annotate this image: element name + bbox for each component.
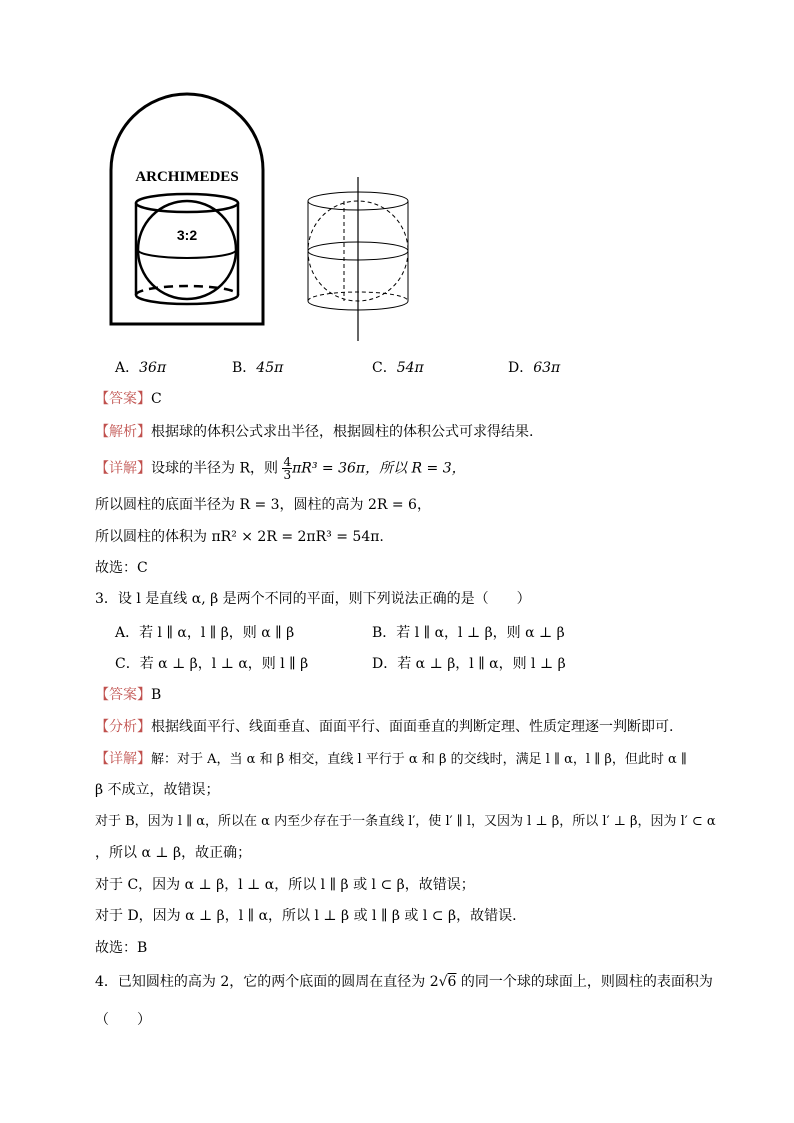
cylinder-top: [136, 194, 238, 212]
q3-detail-6: 对于 D，因为 α ⊥ β，l ∥ α，所以 l ⊥ β 或 l ∥ β 或 l ⊂ β，故错误.: [95, 908, 517, 924]
sphere: [138, 201, 236, 299]
q3-stem: 3．设 l 是直线 α, β 是两个不同的平面，则下列说法正确的是（ ）: [95, 591, 531, 607]
q3-detail-3: 对于 B，因为 l ∥ α，所以在 α 内至少存在于一条直线 l′，使 l′ ∥ l，又因为 l ⊥ β，所以 l′ ⊥ β，因为 l′ ⊂ α: [95, 814, 716, 829]
q3-option-b: B．若 l ∥ α，l ⊥ β，则 α ⊥ β: [372, 625, 565, 641]
archimedes-tombstone-figure: [105, 90, 270, 330]
fraction-four-thirds: $\frac{4}{3}$: [283, 455, 292, 482]
tombstone-outline: [111, 94, 263, 324]
q2-answer: 【答案】C: [95, 391, 162, 407]
q2-choice: 故选：C: [95, 560, 148, 576]
q3-analysis: 【分析】根据线面平行、线面垂直、面面平行、面面垂直的判断定理、性质定理逐一判断即可.: [95, 719, 674, 735]
sphere-equator: [138, 250, 236, 258]
q3-option-a: A．若 l ∥ α，l ∥ β，则 α ∥ β: [115, 625, 295, 641]
q2-option-b: B．45π: [232, 360, 284, 376]
q3-detail-2: β 不成立，故错误；: [95, 782, 220, 798]
q2-option-a: A．36π: [115, 360, 167, 376]
q2-detail-3: 所以圆柱的体积为 πR² × 2R = 2πR³ = 54π.: [95, 529, 384, 545]
q3-detail-1: 【详解】解：对于 A，当 α 和 β 相交，直线 l 平行于 α 和 β 的交线时，满足 l ∥ α，l ∥ β，但此时 α ∥: [95, 751, 687, 767]
q2-detail-1: 【详解】设球的半径为 R，则 $\frac{4}{3}$ πR³ = 36π，所以 R = 3，: [95, 455, 466, 482]
cylinder-sphere-figure: [300, 175, 420, 345]
cylinder-bottom-back: [136, 286, 238, 295]
q2-detail-2: 所以圆柱的底面半径为 R = 3，圆柱的高为 2R = 6，: [95, 497, 431, 513]
q4-stem: 4．已知圆柱的高为 2，它的两个底面的圆周在直径为 2√6 的同一个球的球面上，则圆柱的表面积为: [95, 974, 713, 990]
q3-option-c: C．若 α ⊥ β，l ⊥ α，则 l ∥ β: [115, 656, 309, 672]
q4-stem-continued: （ ）: [95, 1012, 151, 1028]
q2-analysis: 【解析】根据球的体积公式求出半径，根据圆柱的体积公式可求得结果.: [95, 424, 534, 440]
sqrt-symbol: √: [438, 974, 448, 990]
q3-choice: 故选：B: [95, 940, 148, 956]
q3-option-d: D．若 α ⊥ β，l ∥ α，则 l ⊥ β: [372, 656, 566, 672]
archimedes-title: ARCHIMEDES: [135, 169, 239, 185]
q3-detail-5: 对于 C，因为 α ⊥ β，l ⊥ α，所以 l ∥ β 或 l ⊂ β，故错误；: [95, 877, 475, 893]
q3-detail-4: ，所以 α ⊥ β，故正确；: [95, 845, 252, 861]
q2-option-c: C．54π: [372, 360, 424, 376]
q2-option-d: D．63π: [508, 360, 561, 376]
ratio-label: 3:2: [176, 227, 198, 243]
q3-answer: 【答案】B: [95, 687, 162, 703]
